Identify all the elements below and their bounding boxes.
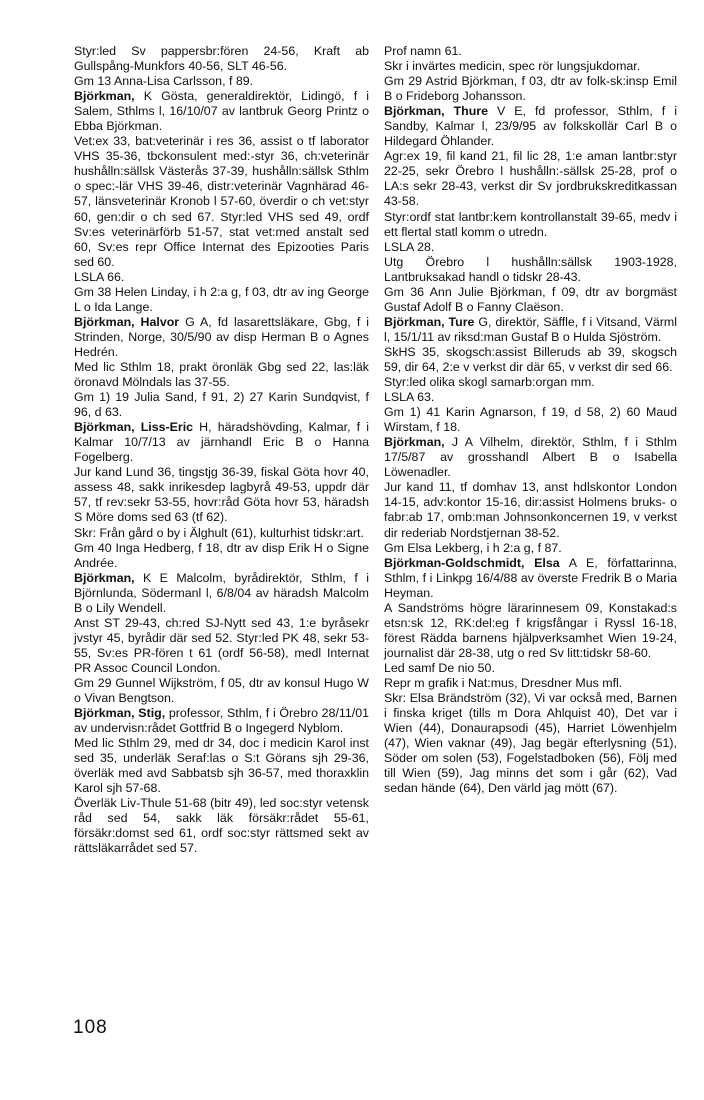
entry xyxy=(74,706,369,736)
entry-name: Björkman, Halvor xyxy=(74,314,180,329)
entry-text: Skr: Från gård o by i Älghult (61), kulturhist tidskr:art. xyxy=(74,525,364,540)
entry-text: Styr:ordf stat lantbr:kem kontrollanstalt 39-65, medv i ett flertal statl komm o utredn. xyxy=(384,209,677,239)
entry-text: Gm 1) 19 Julia Sand, f 91, 2) 27 Karin Sundqvist, f 96, d 63. xyxy=(74,390,369,420)
entry-text: K Gösta, generaldirektör, Lidingö, f i Salem, Sthlms l, 16/10/07 av lantbruk Georg Printz o Ebba Björkman. xyxy=(74,89,369,134)
entry xyxy=(384,74,677,104)
entry xyxy=(384,315,677,345)
entry xyxy=(384,601,677,661)
entry-text: Skr i invärtes medicin, spec rör lungsjukdomar. xyxy=(384,59,641,74)
entry xyxy=(384,390,677,405)
entry xyxy=(384,676,677,691)
entry xyxy=(74,315,369,360)
entry xyxy=(74,526,369,541)
entry xyxy=(74,89,369,134)
entry-text: V E, fd professor, Sthlm, f i Sandby, Kalmar l, 23/9/95 av folkskollär Carl B o Hildegard Öhlander. xyxy=(384,104,677,149)
entry-text: Jur kand Lund 36, tingstjg 36-39, fiskal Göta hovr 40, assess 48, sakk inrikesdep lagbyrå 49-53, uppdr där 57, tf rev:sekr 53-55, hovr:råd Göta hovr 53, häradsh S Möre doms sed 63 (tf 62). xyxy=(74,465,369,525)
entry xyxy=(384,480,677,540)
entry xyxy=(74,390,369,420)
entry xyxy=(384,285,677,315)
entry-text: Gm 38 Helen Linday, i h 2:a g, f 03, dtr av ing George L o Ida Lange. xyxy=(74,284,369,314)
entry-text: A E, författarinna, Sthlm, f i Linkpg 16/4/88 av överste Fredrik B o Maria Heyman. xyxy=(384,555,677,600)
entry-text: K E Malcolm, byrådirektör, Sthlm, f i Björnlunda, Södermanl l, 6/8/04 av häradsh Malcolm B o Lily Wendell. xyxy=(74,570,369,615)
entry-text: LSLA 63. xyxy=(384,390,435,405)
entry xyxy=(384,375,677,390)
entry-text: Prof namn 61. xyxy=(384,44,462,58)
entry xyxy=(384,691,677,796)
entry-text: Gm 40 Inga Hedberg, f 18, dtr av disp Erik H o Signe Andrée. xyxy=(74,540,369,570)
entry-text: SkHS 35, skogsch:assist Billeruds ab 39, skogsch 59, dir 64, 2:e v verkst dir där 65, v verkst dir sed 66. xyxy=(384,344,677,374)
entry-name: Björkman, xyxy=(74,570,135,585)
entry-text: Gm 36 Ann Julie Björkman, f 09, dtr av borgmäst Gustaf Adolf B o Fanny Claëson. xyxy=(384,284,677,314)
entry xyxy=(74,676,369,706)
entry-name: Björkman, Thure xyxy=(384,104,489,119)
left-column xyxy=(74,44,369,857)
entry-text: H, häradshövding, Kalmar, f i Kalmar 10/7/13 av järnhandl Eric B o Hanna Fogelberg. xyxy=(74,420,369,465)
entry-text: LSLA 28. xyxy=(384,239,435,254)
entry xyxy=(74,360,369,390)
entry xyxy=(74,134,369,269)
right-column xyxy=(384,44,677,796)
page-number: 108 xyxy=(73,1017,108,1038)
entry-text: Överläk Liv-Thule 51-68 (bitr 49), led soc:styr vetensk råd sed 54, sakk läk försäkr:rådet 55-61, försäkr:domst sed 61, ordf soc:styr rättsmed sekt av rättsläkarrådet sed 57. xyxy=(74,796,369,856)
entry xyxy=(74,736,369,796)
entry xyxy=(384,59,677,74)
entry-text: Gm 13 Anna-Lisa Carlsson, f 89. xyxy=(74,74,254,89)
entry-text: Vet:ex 33, bat:veterinär i res 36, assist o tf laborator VHS 35-36, tbckonsulent med:-styr 36, ch:veterinär hushålln:sällsk Västerås 37-39, hushålln:sällsk Sthlm o spec:-lär VHS 39-46, distr:veterinär Vagnhärad 46-57, länsveterinär Kronob l 57-60, överdir o ch vet:styr 60, gen:dir o ch sed 67. Styr:led VHS sed 49, ordf Sv:es veterinärförb 51-57, stat vet:med anstalt sed 60, Sv:es repr Office Internat des Epizooties Paris sed 60. xyxy=(74,134,369,269)
entry-text: Gm Elsa Lekberg, i h 2:a g, f 87. xyxy=(384,540,562,555)
entry-text: Skr: Elsa Brändström (32), Vi var också med, Barnen i finska kriget (tills m Dora Ahlquist 40), Det var i Wien (44), Donaurapsodi (45), Harriet Löwenhjelm (47), Wien vaknar (49), Jag begär efterlysning (51), Söder om solen (53), Fogelstadboken (56), Följ med till Wien (59), Jag minns det som i går (62), Vad sedan hände (64), Den värld jag mött (67). xyxy=(384,691,677,796)
entry-text: A Sandströms högre lärarinnesem 09, Konstakad:s etsn:sk 12, RK:del:eg f krigsfångar i Ryssl 16-18, förest Rädda barnens hjälpverksamhet Wien 19-24, journalist där 28-38, utg o red Sv litt:tidskr 58-60. xyxy=(384,600,677,660)
entry-text: G A, fd lasarettsläkare, Gbg, f i Strinden, Norge, 30/5/90 av disp Herman B o Agnes Hedrén. xyxy=(74,314,369,359)
entry-name: Björkman, Ture xyxy=(384,314,475,329)
entry-name: Björkman, Stig, xyxy=(74,706,166,721)
entry-text: G, direktör, Säffle, f i Vitsand, Värml l, 15/1/11 av riksd:man Gustaf B o Hulda Sjöström. xyxy=(384,314,677,344)
entry xyxy=(74,796,369,856)
entry-text: Gm 1) 41 Karin Agnarson, f 19, d 58, 2) 60 Maud Wirstam, f 18. xyxy=(384,405,677,435)
entry xyxy=(384,556,677,601)
entry xyxy=(384,345,677,375)
entry-text: Gm 29 Astrid Björkman, f 03, dtr av folk-sk:insp Emil B o Frideborg Johansson. xyxy=(384,74,677,104)
entry-text: Med lic Sthlm 18, prakt öronläk Gbg sed 22, las:läk öronavd Mölndals las 37-55. xyxy=(74,359,369,390)
entry-text: Agr:ex 19, fil kand 21, fil lic 28, 1:e aman lantbr:styr 22-25, sekr Örebro l hushålln:-sällsk 25-28, prof o LA:s sekr 28-43, verkst dir Sv jordbrukskreditkassan 43-58. xyxy=(384,149,677,209)
entry-name: Björkman-Goldschmidt, Elsa xyxy=(384,555,560,570)
entry xyxy=(384,240,677,255)
entry xyxy=(74,465,369,525)
entry xyxy=(74,44,369,74)
entry xyxy=(384,435,677,480)
entry xyxy=(74,616,369,676)
entry-text: Repr m grafik i Nat:mus, Dresdner Mus mfl. xyxy=(384,675,623,690)
entry xyxy=(384,255,677,285)
entry-text: Gm 29 Gunnel Wijkström, f 05, dtr av konsul Hugo W o Vivan Bengtson. xyxy=(74,675,369,706)
entry xyxy=(384,405,677,435)
entry-text: professor, Sthlm, f i Örebro 28/11/01 av undervisn:rådet Gottfrid B o Ingegerd Nyblom. xyxy=(74,706,369,736)
entry-name: Björkman, Liss-Eric xyxy=(74,420,194,435)
entry-text: Led samf De nio 50. xyxy=(384,660,495,675)
entry xyxy=(74,285,369,315)
entry-text: Styr:led Sv pappersbr:fören 24-56, Kraft ab Gullspång-Munkfors 40-56, SLT 46-56. xyxy=(74,44,369,74)
entry xyxy=(384,104,677,149)
entry-text: LSLA 66. xyxy=(74,269,125,284)
entry-text: Styr:led olika skogl samarb:organ mm. xyxy=(384,375,595,390)
entry xyxy=(384,44,677,59)
entry-name: Björkman, xyxy=(74,89,135,104)
entry-text: Med lic Sthlm 29, med dr 34, doc i medicin Karol inst sed 35, underläk Seraf:las o S:t Görans sjh 29-36, överläk med avd Sabbatsb sjh 36-57, med thoraxklin Karol sjh 57-68. xyxy=(74,736,369,796)
entry xyxy=(384,210,677,240)
entry xyxy=(74,74,369,89)
entry-text: Jur kand 11, tf domhav 13, anst hdlskontor London 14-15, adv:kontor 15-16, dir:assist Holmens bruks- o fabr:ab 17, omb:man Johnsonkoncernen 19, v verkst dir rederiab Nordstjernan 38-52. xyxy=(384,480,677,540)
entry-text: Utg Örebro l hushålln:sällsk 1903-1928, Lantbruksakad handl o tidskr 28-43. xyxy=(384,254,677,284)
entry-text: J A Vilhelm, direktör, Sthlm, f i Sthlm 17/5/87 av grosshandl Albert B o Isabella Löwenadler. xyxy=(384,435,677,480)
entry xyxy=(74,571,369,616)
entry xyxy=(74,541,369,571)
entry xyxy=(74,270,369,285)
entry-text: Anst ST 29-43, ch:red SJ-Nytt sed 43, 1:e byråsekr jvstyr 45, byrådir där sed 52. Styr:led PK 48, sekr 53-55, Sv:es PR-fören t 61 (ordf 56-58), medl Internat PR Assoc Council London. xyxy=(74,615,369,675)
entry-name: Björkman, xyxy=(384,435,445,450)
entry xyxy=(384,661,677,676)
entry xyxy=(384,541,677,556)
entry xyxy=(74,420,369,465)
entry xyxy=(384,149,677,209)
